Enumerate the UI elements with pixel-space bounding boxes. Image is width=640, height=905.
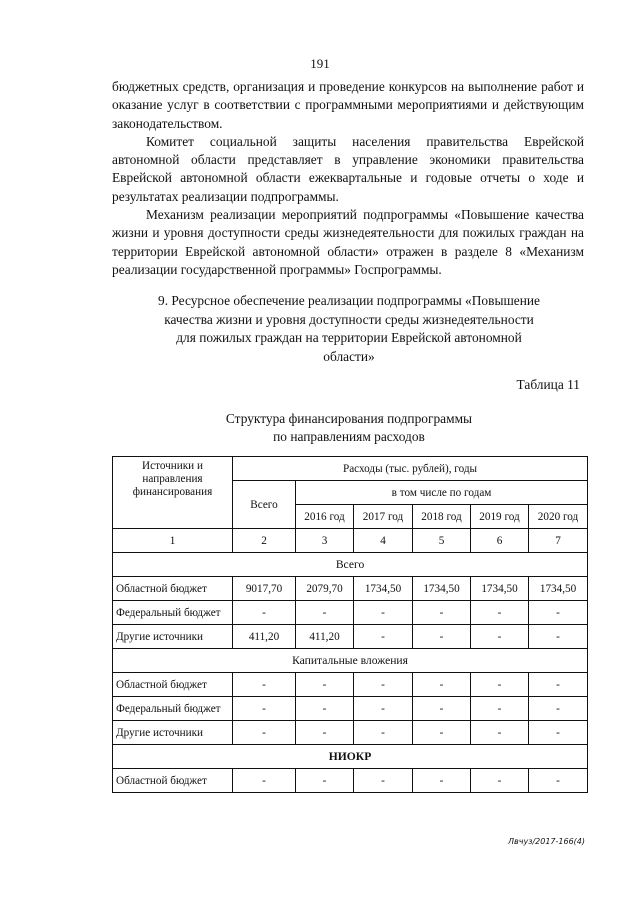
section-row [113, 649, 588, 673]
header-source: Источники и направления финансирования [113, 457, 233, 529]
row-source: Областной бюджет [113, 577, 233, 601]
row-value: - [413, 697, 471, 721]
page-number: 191 [310, 56, 330, 71]
table-row [113, 721, 588, 745]
row-value: - [529, 769, 588, 793]
row-value: - [529, 673, 588, 697]
row-value: - [296, 601, 354, 625]
row-value: - [413, 601, 471, 625]
body-text [112, 78, 584, 279]
row-value: - [233, 673, 296, 697]
section-heading [130, 292, 568, 366]
paragraph: Механизм реализации мероприятий подпрограммы «Повышение качества жизни и уровня доступности среды жизнедеятельности для пожилых граждан на территории Еврейской автономной области» отражен в разделе 8 «Механизм реализации государственной программы» Госпрограммы. [112, 207, 584, 277]
row-value: - [354, 721, 413, 745]
row-value: 1734,50 [354, 577, 413, 601]
row-source: Федеральный бюджет [113, 601, 233, 625]
table-title [130, 410, 568, 446]
section-heading-line: области» [323, 348, 375, 364]
row-value: - [529, 697, 588, 721]
row-value: - [296, 673, 354, 697]
row-value: - [471, 601, 529, 625]
row-value: - [413, 625, 471, 649]
row-source: Федеральный бюджет [113, 697, 233, 721]
row-value: - [413, 769, 471, 793]
row-source: Другие источники [113, 625, 233, 649]
row-source: Областной бюджет [113, 673, 233, 697]
header-by-years: в том числе по годам [296, 481, 588, 505]
document-code: Лвчуз/2017-166(4) [508, 837, 585, 846]
row-value: - [296, 769, 354, 793]
section-row [113, 553, 588, 577]
row-value: 1734,50 [471, 577, 529, 601]
row-value: - [233, 721, 296, 745]
row-value: 1734,50 [529, 577, 588, 601]
row-value: - [354, 601, 413, 625]
table-row [113, 601, 588, 625]
paragraph: Комитет социальной защиты населения правительства Еврейской автономной области представляет в управление экономики правительства Еврейской автономной области ежеквартальные и годовые отчеты о ходе и результатах реализации подпрограммы. [112, 133, 584, 204]
row-value: - [354, 625, 413, 649]
row-value: 2079,70 [296, 577, 354, 601]
row-value: - [471, 721, 529, 745]
row-value: 1734,50 [413, 577, 471, 601]
table-title-line: Структура финансирования подпрограммы [225, 411, 473, 426]
row-value: - [233, 697, 296, 721]
row-value: - [529, 721, 588, 745]
column-number: 6 [471, 529, 529, 553]
table-row [113, 625, 588, 649]
row-value: - [296, 721, 354, 745]
header-year: 2018 год [413, 505, 471, 529]
header-year: 2017 год [354, 505, 413, 529]
column-number-row [113, 529, 588, 553]
column-number: 1 [113, 529, 233, 553]
row-value: - [296, 697, 354, 721]
table-row [113, 769, 588, 793]
row-value: - [529, 625, 588, 649]
row-value: - [233, 601, 296, 625]
row-value: - [233, 769, 296, 793]
header-year: 2019 год [471, 505, 529, 529]
row-value: - [354, 673, 413, 697]
row-value: 411,20 [233, 625, 296, 649]
column-number: 3 [296, 529, 354, 553]
row-value: - [471, 625, 529, 649]
header-expenses: Расходы (тыс. рублей), годы [233, 457, 588, 481]
section-heading-line: 9. Ресурсное обеспечение реализации подпрограммы «Повышение [158, 293, 540, 308]
column-number: 4 [354, 529, 413, 553]
header-year: 2016 год [296, 505, 354, 529]
row-value: - [471, 697, 529, 721]
row-source: Областной бюджет [113, 769, 233, 793]
table-title-line: по направлениям расходов [273, 429, 425, 444]
section-heading-line: для пожилых граждан на территории Еврейской автономной [176, 330, 522, 345]
financing-table [112, 456, 588, 793]
column-number: 7 [529, 529, 588, 553]
paragraph: бюджетных средств, организация и проведение конкурсов на выполнение работ и оказание услуг в соответствии с программными мероприятиями и действующим законодательством. [112, 79, 584, 131]
section-title: Всего [113, 553, 588, 577]
row-value: 411,20 [296, 625, 354, 649]
section-row [113, 745, 588, 769]
table-row [113, 673, 588, 697]
row-value: - [413, 721, 471, 745]
section-title: НИОКР [113, 745, 588, 769]
row-value: - [529, 601, 588, 625]
row-value: - [413, 673, 471, 697]
row-value: - [354, 769, 413, 793]
header-total: Всего [233, 481, 296, 529]
table-row [113, 577, 588, 601]
row-value: - [471, 673, 529, 697]
header-year: 2020 год [529, 505, 588, 529]
section-heading-line: качества жизни и уровня доступности среды жизнедеятельности [164, 311, 534, 327]
section-title: Капитальные вложения [113, 649, 588, 673]
row-value: 9017,70 [233, 577, 296, 601]
row-value: - [471, 769, 529, 793]
column-number: 5 [413, 529, 471, 553]
row-value: - [354, 697, 413, 721]
column-number: 2 [233, 529, 296, 553]
table-label: Таблица 11 [516, 377, 580, 392]
table-row [113, 697, 588, 721]
table-header-row [113, 457, 588, 481]
row-source: Другие источники [113, 721, 233, 745]
